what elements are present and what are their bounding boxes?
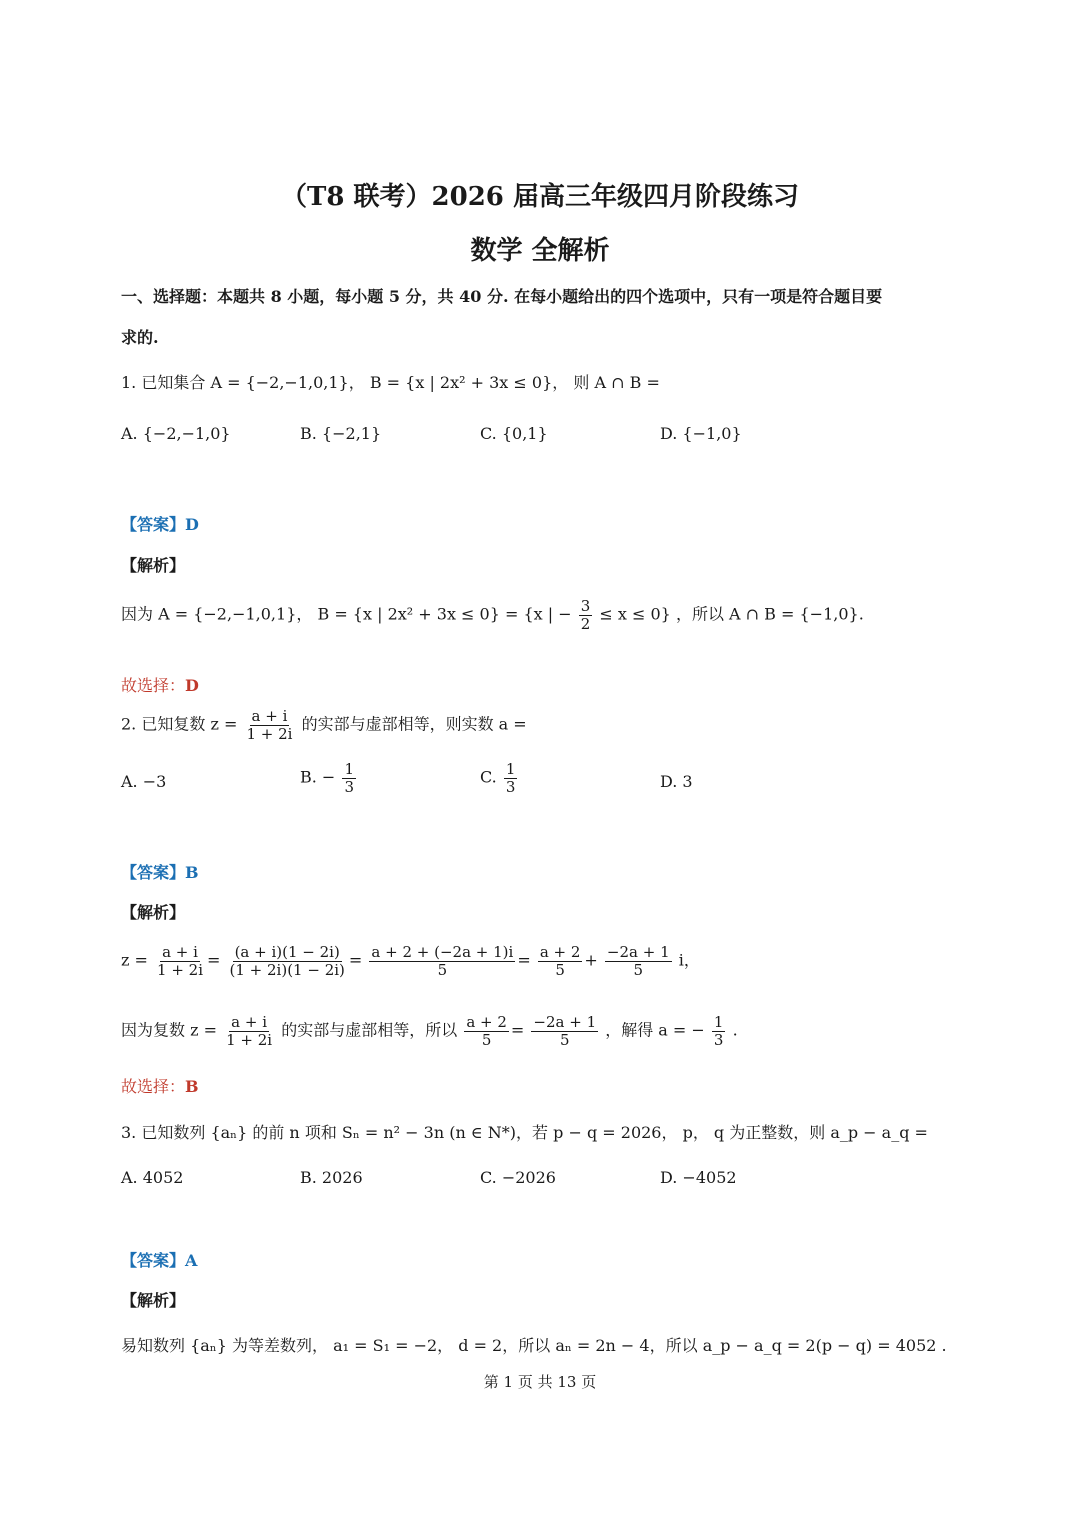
q1-analysis-a: 因为 A = {−2,−1,0,1}， (121, 604, 313, 624)
page-title: （T8 联考）2026 届高三年级四月阶段练习 (281, 182, 799, 212)
q2-eq-f3-num: a + 2 + (−2a + 1)i (371, 943, 514, 961)
q2-line2-f1-den: 1 + 2i (226, 1030, 273, 1049)
q2-eq-f1-num: a + i (162, 943, 198, 961)
q2-eq-fraction-1 (155, 944, 205, 978)
q1-analysis-label: 【解析】 (121, 556, 186, 575)
q2-line2-fraction-3 (531, 1014, 598, 1048)
q2-option-c-fraction (504, 761, 518, 795)
q2-stem-frac-num: a + i (251, 707, 288, 725)
q1-analysis-b: B = {x | 2x² + 3x ≤ 0} = (317, 604, 524, 624)
q2-option-b-num: 1 (344, 760, 354, 778)
q2-line2-c: ，解得 a = − (605, 1020, 705, 1040)
q3-option-d: D. −4052 (660, 1168, 737, 1187)
q1-stem-a: 1. 已知集合 A = {−2,−1,0,1}， (121, 373, 365, 392)
q1-option-a: A. {−2,−1,0} (121, 424, 231, 443)
section-heading-line1: 一、选择题：本题共 8 小题，每小题 5 分，共 40 分. 在每小题给出的四个选项中，只有一项是符合题目要 (121, 287, 883, 306)
q1-analysis-frac-den: 2 (580, 614, 591, 633)
q1-answer: 【答案】D (121, 515, 199, 534)
q2-analysis-label: 【解析】 (121, 903, 186, 922)
q1-select (121, 673, 199, 696)
page-subtitle: 数学 全解析 (470, 236, 610, 266)
q3-option-a: A. 4052 (121, 1168, 184, 1187)
q1-stem (121, 370, 660, 393)
q2-line2-a: 因为复数 z = (121, 1020, 218, 1040)
q2-option-c (480, 761, 519, 795)
q2-option-b-label: B. − (300, 767, 336, 787)
q1-stem-c: 则 A ∩ B = (573, 373, 660, 392)
q2-eq-f1-den: 1 + 2i (157, 960, 204, 979)
q2-line2-f1-num: a + i (231, 1013, 268, 1031)
q2-option-c-label: C. (480, 767, 497, 787)
q2-line2-d: . (732, 1020, 738, 1040)
q2-line2-fraction-2 (464, 1014, 509, 1048)
q2-line2-f4-den: 3 (713, 1030, 724, 1049)
q2-eq-f5-den: 5 (633, 960, 644, 979)
q2-eq-f2-den: (1 + 2i)(1 − 2i) (229, 960, 345, 979)
q2-stem-b: 的实部与虚部相等，则实数 a = (301, 714, 527, 734)
q2-option-a: A. −3 (121, 772, 167, 791)
q3-stem: 3. 已知数列 {aₙ} 的前 n 项和 Sₙ = n² − 3n (n ∈ N*)，若 p − q = 2026， p， q 为正整数，则 a_p − a_q = (121, 1123, 928, 1142)
q2-equation: z = $\frac{a + i}{1 + 2i}$ = $\frac{(a + i)(1 - 2i)}{(1 + 2i)(1 - 2i)}$ = $\frac{a + 2 + (-2a + 1)i}{5}$ = $\frac{a + 2}{5}$ + $\frac{-2a + 1}{5}$ i， (121, 943, 700, 979)
q1-option-d: D. {−1,0} (660, 424, 742, 443)
q2-line2-f2-den: 5 (481, 1030, 492, 1049)
q2-stem-a: 2. 已知复数 z = (121, 714, 238, 734)
q3-analysis: 易知数列 {aₙ} 为等差数列， a₁ = S₁ = −2， d = 2，所以 aₙ = 2n − 4，所以 a_p − a_q = 2(p − q) = 4052 . (121, 1336, 947, 1355)
section-heading-line2: 求的. (121, 328, 159, 347)
q2-option-c-den: 3 (505, 777, 516, 796)
q1-analysis-fraction (579, 598, 593, 632)
q1-select-value: D (185, 676, 199, 695)
q1-option-b: B. {−2,1} (300, 424, 382, 443)
q2-eq-f3-den: 5 (437, 960, 448, 979)
q2-option-c-num: 1 (505, 760, 516, 778)
q2-select-label: 故选择： (121, 1077, 186, 1096)
page-footer: 第 1 页 共 13 页 (483, 1373, 597, 1391)
q3-option-c: C. −2026 (480, 1168, 556, 1187)
q2-line2-f4-num: 1 (713, 1013, 724, 1031)
q1-analysis-e: ，所以 A ∩ B = {−1,0}. (675, 604, 864, 624)
q2-option-b-den: 3 (344, 777, 354, 796)
q1-analysis-d: ≤ x ≤ 0} (599, 604, 671, 624)
q2-eq-fraction-4 (538, 944, 583, 978)
q2-eq-f4-num: a + 2 (539, 943, 581, 961)
q2-stem (121, 708, 527, 742)
q2-stem-fraction (244, 708, 294, 742)
q2-eq-f4-den: 5 (555, 960, 565, 979)
q2-eq-fraction-2 (228, 944, 347, 978)
q1-stem-b: B = {x | 2x² + 3x ≤ 0}， (369, 373, 569, 392)
q2-line2-b: 的实部与虚部相等，所以 (281, 1020, 458, 1040)
q2-eq-fraction-5 (605, 944, 672, 978)
q2-answer: 【答案】B (121, 863, 199, 882)
q2-option-d: D. 3 (660, 772, 693, 791)
q1-analysis (121, 598, 864, 632)
q1-option-c: C. {0,1} (480, 424, 548, 443)
q2-stem-frac-den: 1 + 2i (246, 724, 293, 743)
q2-eq-f5-num: −2a + 1 (606, 943, 670, 961)
q2-select-value: B (185, 1077, 199, 1096)
q1-analysis-frac-num: 3 (580, 597, 591, 615)
q2-line2-fraction-4 (712, 1014, 726, 1048)
q3-answer: 【答案】A (121, 1251, 198, 1270)
q3-option-b: B. 2026 (300, 1168, 363, 1187)
q2-option-b (300, 761, 358, 795)
q2-line2-f2-num: a + 2 (466, 1013, 507, 1031)
q2-eq-f2-num: (a + i)(1 − 2i) (234, 943, 340, 961)
q2-eq-fraction-3 (369, 944, 515, 978)
q2-eq-tail: i， (678, 950, 700, 970)
q1-analysis-c: {x | − (523, 604, 572, 624)
q2-line2-f3-den: 5 (559, 1030, 570, 1049)
q2-line2-f3-num: −2a + 1 (533, 1013, 597, 1031)
q2-select (121, 1074, 199, 1097)
q2-analysis-line2: 因为复数 z = $\frac{a + i}{1 + 2i}$ 的实部与虚部相等，所以 $\frac{a + 2}{5}$ = $\frac{-2a + 1}{5}$ ，解得 a = − $\frac{1}{3}$ . (121, 1013, 738, 1049)
q3-analysis-label: 【解析】 (121, 1291, 186, 1310)
q2-option-b-fraction (342, 761, 356, 795)
q2-eq-z: z = (121, 950, 148, 970)
q1-select-label: 故选择： (121, 676, 186, 695)
q2-line2-fraction-1 (224, 1014, 274, 1048)
